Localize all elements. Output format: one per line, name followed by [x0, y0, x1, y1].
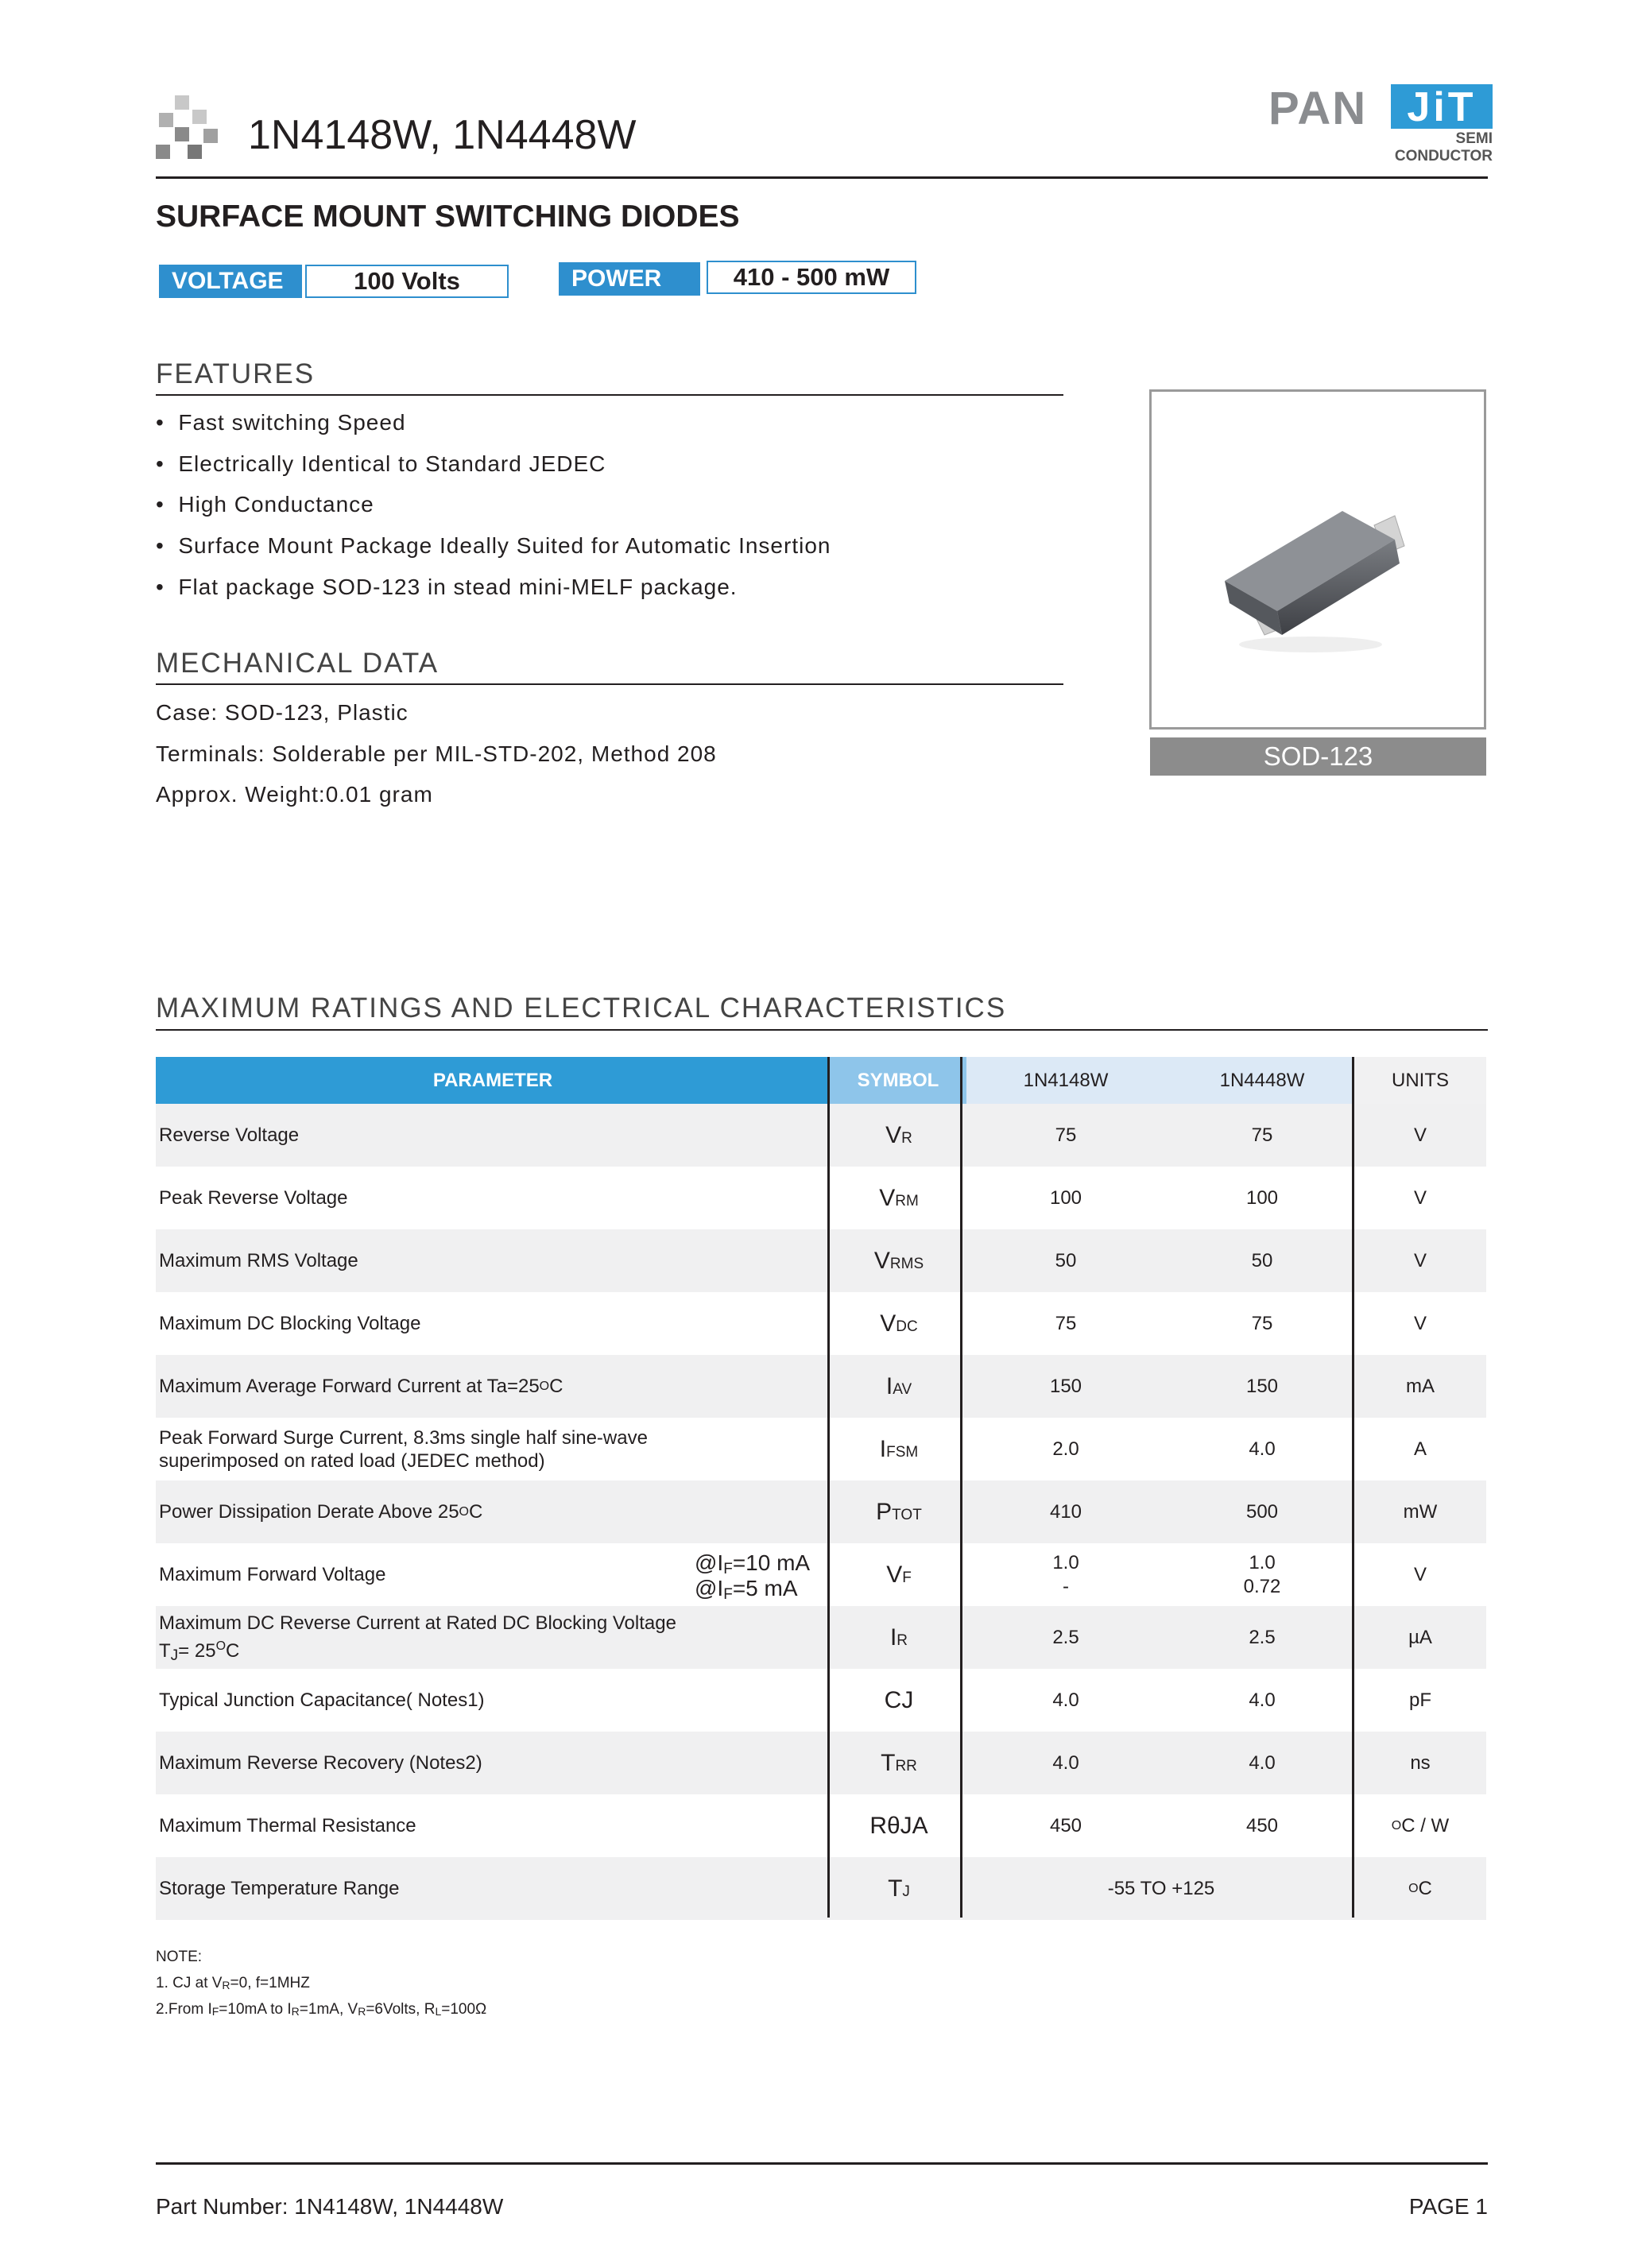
part-title: 1N4148W, 1N4448W: [248, 112, 637, 158]
value-line2: -: [1063, 1575, 1069, 1597]
degree-mark: O: [459, 1504, 469, 1519]
param-text: Maximum Forward Voltage: [159, 1563, 386, 1585]
table-row: [156, 1167, 1486, 1229]
param-text-tail: C: [469, 1500, 483, 1523]
units-cell: ns: [1410, 1751, 1431, 1774]
param-text-line2: [159, 1635, 676, 1664]
value-1n4448w: 100: [1245, 1186, 1279, 1209]
table-row: [156, 1292, 1486, 1355]
param-text: Maximum Reverse Recovery (Notes2): [159, 1751, 482, 1774]
value-merged: -55 TO +125: [1107, 1877, 1215, 1899]
power-value: 410 - 500 mW: [707, 261, 916, 294]
power-label-text: POWER: [571, 265, 662, 292]
units-cell: pF: [1408, 1689, 1431, 1711]
value-1n4448w: 75: [1251, 1124, 1273, 1146]
table-row: [156, 1794, 1486, 1857]
feature-item: • Electrically Identical to Standard JEDEC: [156, 451, 606, 476]
symbol-cell: [831, 1480, 966, 1543]
param-cell: [159, 1355, 827, 1418]
package-label: SOD-123: [1150, 737, 1486, 776]
table-vline-symbol-right: [960, 1057, 962, 1918]
logo-semi-text: SEMI: [1455, 130, 1493, 147]
symbol-subscript: RMS: [889, 1255, 924, 1272]
tj-subscript: J: [170, 1647, 179, 1664]
value-1n4448w: 500: [1245, 1500, 1279, 1523]
note-2-text-e: =100Ω: [441, 2001, 487, 2018]
note-2-text-d: =6Volts, R: [366, 2001, 436, 2018]
ratings-title: MAXIMUM RATINGS AND ELECTRICAL CHARACTERISTICS: [156, 993, 1007, 1024]
units-cell: mW: [1403, 1500, 1438, 1523]
value-1n4148w: [966, 1543, 1165, 1606]
symbol-subscript: RR: [895, 1757, 917, 1775]
mechanical-item: Case: SOD-123, Plastic: [156, 700, 409, 725]
note-2-sub-b: R: [291, 2005, 300, 2018]
param-cell: [159, 1669, 827, 1732]
table-row: [156, 1857, 1486, 1920]
value-1n4148w: 410: [1049, 1500, 1082, 1523]
footer-rule: [156, 2162, 1488, 2165]
feature-item: • Flat package SOD-123 in stead mini-MELF package.: [156, 575, 738, 599]
units-cell: V: [1413, 1563, 1427, 1585]
units-cell: µA: [1408, 1626, 1432, 1648]
symbol-text: V: [879, 1184, 896, 1211]
symbol-subscript: FSM: [886, 1443, 919, 1461]
package-image-frame: [1149, 389, 1486, 730]
value-1n4148w: 4.0: [1052, 1751, 1079, 1774]
symbol-cell: [831, 1355, 966, 1418]
table-row: [156, 1355, 1486, 1418]
symbol-text: T: [881, 1749, 896, 1776]
symbol-text: I: [879, 1435, 887, 1462]
value-line1: 1.0: [1249, 1551, 1276, 1573]
notes-title: NOTE:: [156, 1949, 203, 1965]
table-row: [156, 1732, 1486, 1794]
voltage-label-text: VOLTAGE: [172, 268, 284, 294]
param-text: Typical Junction Capacitance( Notes1): [159, 1689, 485, 1711]
param-cell: [159, 1104, 827, 1167]
param-text: Maximum DC Reverse Current at Rated DC Blocking Voltage: [159, 1612, 676, 1634]
param-text: Maximum RMS Voltage: [159, 1249, 358, 1271]
symbol-cell: [831, 1292, 966, 1355]
tj-value: = 25: [178, 1639, 216, 1662]
value-1n4148w: 150: [1049, 1375, 1082, 1397]
value-1n4448w: 50: [1251, 1249, 1273, 1271]
symbol-text: I: [889, 1624, 897, 1651]
value-line1: 1.0: [1052, 1551, 1079, 1573]
symbol-cell: [831, 1167, 966, 1229]
param-text: Power Dissipation Derate Above 25: [159, 1500, 459, 1523]
note-2-text-a: 2.From I: [156, 2001, 212, 2018]
condition-subscript: F: [723, 1561, 733, 1577]
value-1n4148w: 75: [1055, 1312, 1077, 1334]
param-text: Storage Temperature Range: [159, 1877, 400, 1899]
features-rule: [156, 394, 1063, 396]
param-cell: [159, 1418, 827, 1480]
header-1n4148w: [966, 1057, 1165, 1104]
degree-mark: O: [1391, 1818, 1402, 1833]
param-text: Reverse Voltage: [159, 1124, 300, 1146]
value-1n4148w: 450: [1049, 1814, 1082, 1836]
note-1-tail: =0, f=1MHZ: [230, 1975, 310, 1991]
voltage-label: [159, 265, 302, 298]
feature-text: High Conductance: [178, 492, 374, 517]
param-text: Maximum DC Blocking Voltage: [159, 1312, 421, 1334]
value-1n4148w: 4.0: [1052, 1689, 1079, 1711]
symbol-cell: [831, 1669, 966, 1732]
param-cell: [159, 1229, 827, 1292]
mechanical-item: Approx. Weight:0.01 gram: [156, 782, 433, 807]
param-text-tail: C: [549, 1375, 563, 1397]
value-1n4448w: 75: [1251, 1312, 1273, 1334]
value-1n4448w: 4.0: [1249, 1689, 1276, 1711]
tj-unit: C: [226, 1639, 240, 1662]
logo-conductor-text: CONDUCTOR: [1394, 148, 1493, 164]
units-cell: mA: [1406, 1375, 1435, 1397]
header-1n4448w-text: 1N4448W: [1219, 1069, 1305, 1091]
header-parameter: [156, 1057, 830, 1104]
value-1n4148w: 50: [1055, 1249, 1077, 1271]
units-cell: V: [1413, 1124, 1427, 1146]
units-cell: [1354, 1794, 1486, 1857]
symbol-subscript: TOT: [892, 1506, 922, 1523]
feature-text: Fast switching Speed: [178, 410, 406, 435]
symbol-text: V: [885, 1121, 902, 1148]
table-header-row: [156, 1057, 1486, 1104]
value-1n4448w: 150: [1245, 1375, 1279, 1397]
symbol-subscript: AV: [893, 1380, 912, 1398]
feature-text: Electrically Identical to Standard JEDEC: [178, 451, 606, 476]
units-text: C / W: [1401, 1814, 1450, 1836]
units-cell: V: [1413, 1312, 1427, 1334]
header-rule: [156, 176, 1488, 179]
mechanical-title: MECHANICAL DATA: [156, 648, 440, 679]
ratings-rule: [156, 1029, 1488, 1031]
features-title: FEATURES: [156, 358, 316, 389]
degree-mark: O: [1408, 1881, 1419, 1895]
table-row: [156, 1229, 1486, 1292]
header-1n4148w-text: 1N4148W: [1023, 1069, 1109, 1091]
param-cell: [159, 1480, 827, 1543]
param-text: Peak Reverse Voltage: [159, 1186, 348, 1209]
footer-part-number: Part Number: 1N4148W, 1N4448W: [156, 2194, 504, 2219]
units-cell: [1354, 1857, 1486, 1920]
symbol-text: V: [880, 1310, 897, 1337]
value-1n4148w: 2.5: [1052, 1626, 1079, 1648]
param-cell: [159, 1794, 827, 1857]
table-vline-units-left: [1352, 1057, 1354, 1918]
param-text: Maximum Average Forward Current at Ta=25: [159, 1375, 540, 1397]
symbol-text: RθJA: [869, 1812, 928, 1839]
logo-squares-icon: [156, 95, 227, 159]
condition-subscript: F: [723, 1586, 733, 1603]
symbol-cell: [831, 1732, 966, 1794]
power-label: [559, 262, 700, 296]
logo-jit-text: JiT: [1391, 84, 1493, 129]
tj-prefix: T: [159, 1639, 171, 1662]
logo-semiconductor: [1388, 130, 1493, 165]
header-units: [1354, 1057, 1486, 1104]
mechanical-rule: [156, 683, 1063, 685]
symbol-cell: [831, 1543, 966, 1606]
header-1n4448w: [1164, 1057, 1361, 1104]
header-units-text: UNITS: [1392, 1069, 1449, 1091]
value-line2: 0.72: [1243, 1575, 1281, 1597]
logo-pan-text: PAN: [1268, 83, 1368, 134]
condition-prefix: @I: [695, 1550, 724, 1575]
note-2-sub-a: F: [211, 2005, 219, 2018]
value-1n4448w: 450: [1245, 1814, 1279, 1836]
symbol-subscript: RM: [895, 1192, 919, 1209]
symbol-subscript: J: [902, 1883, 910, 1900]
symbol-cell: [831, 1857, 966, 1920]
feature-item: • High Conductance: [156, 492, 374, 517]
table-vline-symbol-left: [827, 1057, 830, 1918]
units-cell: A: [1413, 1438, 1427, 1460]
note-1-text: 1. CJ at V: [156, 1975, 223, 1991]
units-cell: V: [1413, 1249, 1427, 1271]
symbol-text: CJ: [884, 1686, 914, 1713]
symbol-text: V: [873, 1247, 890, 1274]
symbol-subscript: DC: [896, 1318, 918, 1335]
symbol-cell: [831, 1104, 966, 1167]
voltage-value: 100 Volts: [305, 265, 509, 298]
symbol-text: P: [876, 1498, 893, 1525]
param-text: Peak Forward Surge Current, 8.3ms single half sine-wave: [159, 1426, 648, 1449]
table-row: [156, 1606, 1486, 1669]
table-row: [156, 1669, 1486, 1732]
symbol-cell: [831, 1794, 966, 1857]
header-symbol-text: SYMBOL: [857, 1069, 939, 1091]
symbol-subscript: R: [901, 1129, 912, 1147]
param-cell: [159, 1732, 827, 1794]
footer-page-number: PAGE 1: [1408, 2194, 1488, 2219]
param-text: Maximum Thermal Resistance: [159, 1814, 416, 1836]
param-cell: [159, 1292, 827, 1355]
table-row: [156, 1543, 1486, 1606]
symbol-text: T: [888, 1875, 903, 1902]
table-row: [156, 1418, 1486, 1480]
value-1n4448w: 4.0: [1249, 1751, 1276, 1774]
degree-mark: O: [215, 1639, 227, 1653]
value-1n4448w: 4.0: [1249, 1438, 1276, 1460]
symbol-subscript: R: [897, 1631, 908, 1649]
param-text-line2: superimposed on rated load (JEDEC method): [159, 1449, 545, 1472]
value-1n4148w: 2.0: [1052, 1438, 1079, 1460]
table-row: [156, 1480, 1486, 1543]
header-symbol: [830, 1057, 966, 1104]
value-1n4448w: [1164, 1543, 1361, 1606]
note-2-text-c: =1mA, V: [299, 2001, 358, 2018]
degree-mark: O: [539, 1379, 550, 1393]
header-parameter-text: PARAMETER: [432, 1069, 553, 1091]
note-2: [156, 1996, 486, 2023]
feature-item: • Fast switching Speed: [156, 410, 406, 435]
value-1n4148w: 100: [1049, 1186, 1082, 1209]
condition-value: =10 mA: [732, 1550, 811, 1575]
symbol-cell: [831, 1606, 966, 1669]
feature-text: Flat package SOD-123 in stead mini-MELF package.: [178, 575, 738, 599]
symbol-cell: [831, 1418, 966, 1480]
param-cell: [159, 1167, 827, 1229]
units-text: C: [1418, 1877, 1432, 1899]
condition-prefix: @I: [695, 1576, 724, 1600]
symbol-subscript: F: [902, 1569, 912, 1586]
note-2-text-b: =10mA to I: [219, 2001, 292, 2018]
value-1n4148w: 75: [1055, 1124, 1077, 1146]
note-1-sub: R: [222, 1979, 230, 1991]
mechanical-item: Terminals: Solderable per MIL-STD-202, Method 208: [156, 741, 717, 766]
document-subtitle: SURFACE MOUNT SWITCHING DIODES: [156, 199, 740, 234]
symbol-text: V: [886, 1561, 903, 1588]
symbol-text: I: [885, 1372, 893, 1399]
forward-condition-2: [695, 1575, 838, 1604]
sod123-package-image: [1152, 392, 1484, 727]
condition-value: =5 mA: [732, 1576, 798, 1600]
value-1n4448w: 2.5: [1249, 1626, 1276, 1648]
feature-item: • Surface Mount Package Ideally Suited for Automatic Insertion: [156, 533, 831, 558]
feature-text: Surface Mount Package Ideally Suited for Automatic Insertion: [178, 533, 831, 558]
note-1: [156, 1970, 310, 1997]
symbol-cell: [831, 1229, 966, 1292]
note-2-sub-c: R: [358, 2005, 366, 2018]
note-2-sub-d: L: [435, 2005, 442, 2018]
units-cell: V: [1413, 1186, 1427, 1209]
param-cell: [159, 1857, 827, 1920]
table-row: [156, 1104, 1486, 1167]
param-cell: [159, 1606, 827, 1669]
